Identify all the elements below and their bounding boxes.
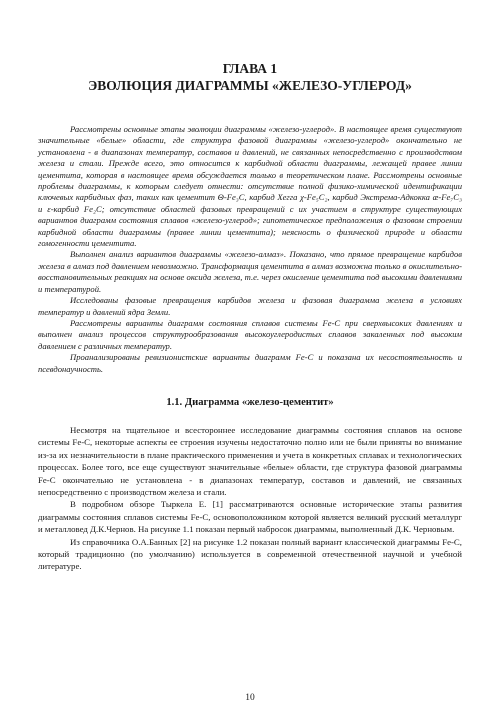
section-body [38,424,462,573]
body-paragraph: Несмотря на тщательное и всестороннее исследование диаграммы состояния сплавов на основе системы Fe-C, некоторые аспекты ее строения изучены недостаточно полно или не были приняты во внимание из-за их незначительности в плане практического применения и учета в конкретных сплавах и технологических процессах. Более того, все еще существуют значительные «белые» области, где структура фазовой диаграммы Fe-C окончательно не установлена - в диапазонах температур, составов и давлений, не связанных непосредственно с производством железа и стали. [38,424,462,497]
abstract-paragraph: Выполнен анализ вариантов диаграммы «железо-алмаз». Показано, что прямое превращение карбидов железа в алмаз под давлением невозможно. Трансформация цементита в алмаз возможна только в окислительно-восстановительных реакциях на основе оксида железа, т.е. через окисление цементита под высокими давлениями и температурой. [38,249,462,294]
page-number: 10 [245,693,255,703]
chapter-name: ЭВОЛЮЦИЯ ДИАГРАММЫ «ЖЕЛЕЗО-УГЛЕРОД» [88,78,412,93]
chapter-abstract [38,124,462,375]
abstract-paragraph: Рассмотрены основные этапы эволюции диаграммы «железо-углерод». В настоящее время существуют значительные «белые» области, где структура фазовой диаграммы «железо-углерод» окончательно не установлена - в диапазонах температур, составов и давлений, не связанных непосредственно с производством железа и стали. Прежде всего, это относится к карбидной области диаграммы, лежащей правее линии цементита, которая в настоящее время обсуждается только в теоретическом плане. Рассмотрены основные проблемы диаграммы, к которым следует отнести: отсутствие полной физико-химической идентификации ключевых карбидных фаз, таких как цементит Θ-Fe₃C, карбид Хегга χ-Fe₅C₂, карбид Экстрема-Адкокка æ-Fe₇C₃ и ε-карбид Fe₂C; отсутствие областей фазовых превращений с их участием в структуре существующих вариантов диаграмм состояния сплавов «железо-углерод»; гипотетическое предположения о фазовом строении карбидной области диаграммы (правее линии цементита); неясность о физической природе и области гомогенности цементита. [38,124,462,249]
section-heading: 1.1. Диаграмма «железо-цементит» [166,396,334,408]
body-paragraph: В подробном обзоре Тыркела Е. [1] рассматриваются основные исторические этапы развития диаграммы состояния сплавов системы Fe-C, основоположником которой является великий русский металлург и металловед Д.К.Чернов. На рисунке 1.1 показан первый набросок диаграммы, выполненный Д.К. Черновым. [38,499,462,535]
chapter-title [38,60,462,94]
abstract-paragraph: Исследованы фазовые превращения карбидов железа и фазовая диаграмма железа в условиях температур и давлений ядра Земли. [38,295,462,317]
abstract-paragraph: Рассмотрены варианты диаграмм состояния сплавов системы Fe-C при сверхвысоких давлениях и выполнен анализ процессов структурообразования высокоуглеродистых сплавов закаленных под высоким давлением с различных температур. [38,317,462,351]
body-paragraph: Из справочника О.А.Банных [2] на рисунке 1.2 показан полный вариант классической диаграммы Fe-C, который традиционно (по умолчанию) используется в современной отечественной научной и учебной литературе. [38,536,462,572]
chapter-label: ГЛАВА 1 [222,61,278,76]
abstract-paragraph: Проанализированы ревизионистские варианты диаграмм Fe-C и показана их несостоятельность и псевдонаучность. [38,352,462,374]
